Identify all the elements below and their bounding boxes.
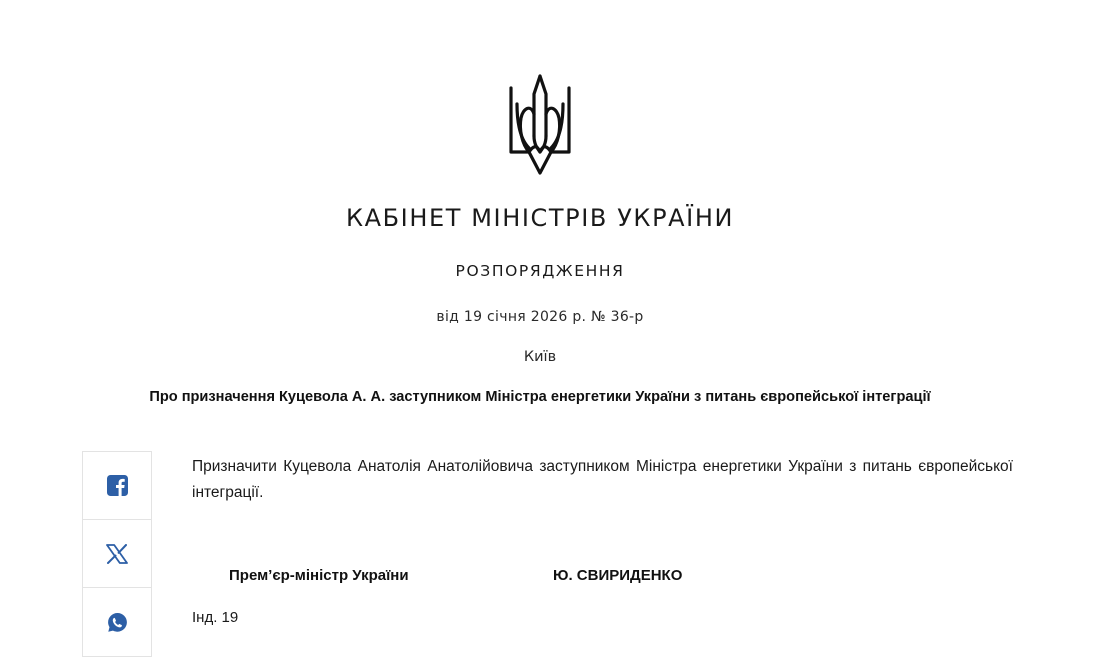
- x-twitter-icon: [106, 544, 128, 564]
- share-x-button[interactable]: [83, 520, 151, 588]
- trident-emblem-icon: [507, 74, 573, 175]
- document-body: Призначити Куцевола Анатолія Анатолійовича заступником Міністра енергетики України з питань європейської інтеграції.: [192, 458, 1013, 501]
- share-whatsapp-button[interactable]: [83, 588, 151, 656]
- organization-title: КАБІНЕТ МІНІСТРІВ УКРАЇНИ: [345, 204, 735, 232]
- facebook-icon: [107, 475, 128, 496]
- document-index: Інд. 19: [192, 609, 239, 626]
- signatory-position: Прем’єр-міністр України: [229, 567, 409, 584]
- whatsapp-icon: [107, 612, 128, 633]
- document-city: Київ: [523, 349, 557, 365]
- share-bar: [82, 451, 152, 657]
- document-heading: Про призначення Куцевола А. А. заступником Міністра енергетики України з питань європейської інтеграції: [149, 389, 931, 405]
- document-type: РОЗПОРЯДЖЕННЯ: [455, 262, 625, 280]
- document-date: від 19 січня 2026 р. № 36-р: [436, 309, 644, 325]
- signatory-name: Ю. СВИРИДЕНКО: [553, 567, 683, 584]
- share-facebook-button[interactable]: [83, 452, 151, 520]
